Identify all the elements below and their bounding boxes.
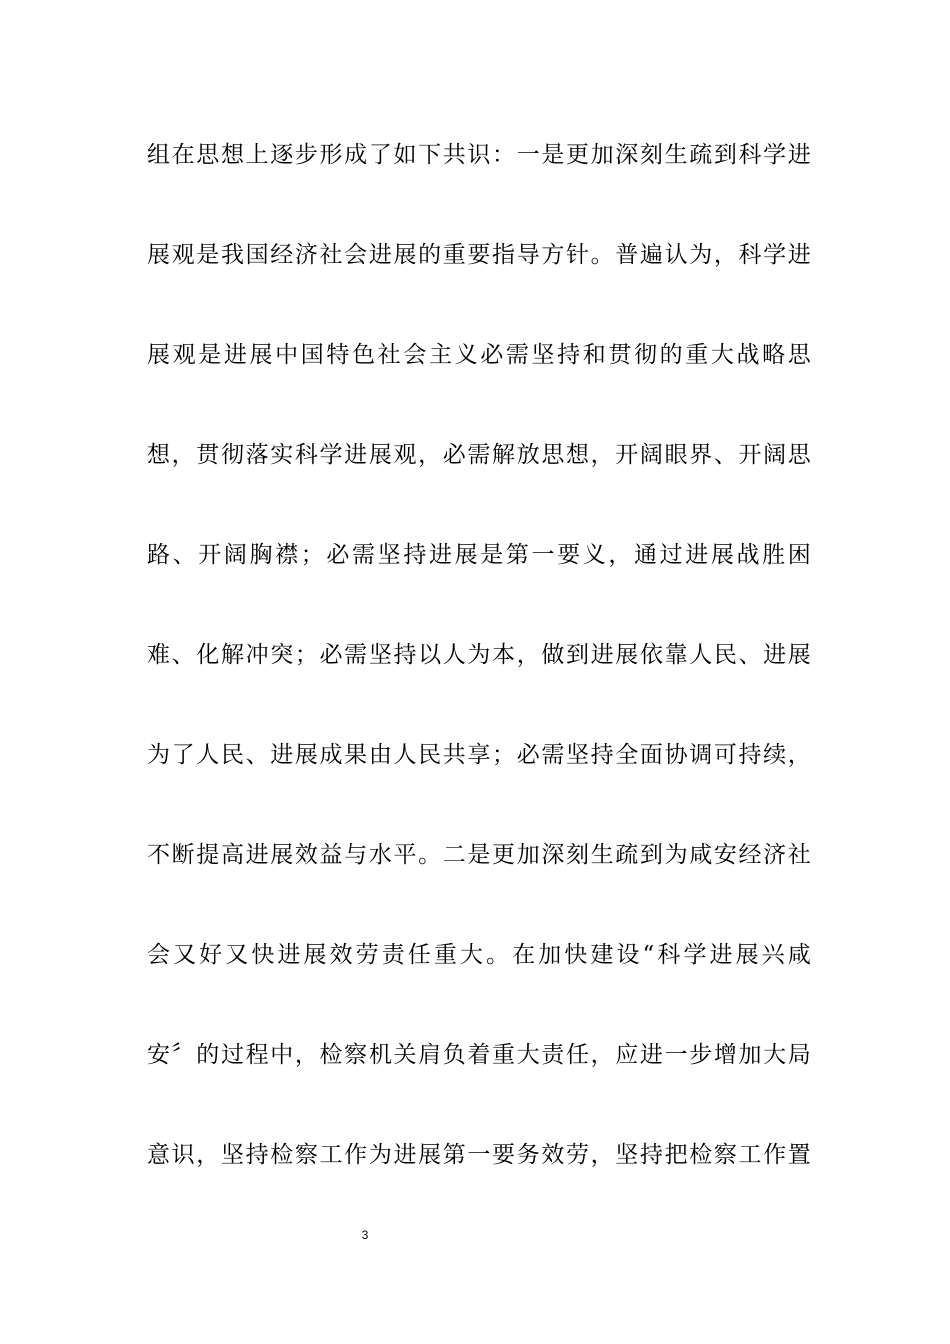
body-text	[147, 130, 812, 1230]
text-line-7: 为了人民、进展成果由人民共享；必需坚持全面协调可持续，	[147, 742, 812, 768]
text-line-3: 展观是进展中国特色社会主义必需坚持和贯彻的重大战略思	[147, 342, 812, 368]
text-line-9: 会又好又快进展效劳责任重大。在加快建设“科学进展兴咸	[147, 942, 812, 968]
page-number: 3	[361, 1228, 369, 1242]
text-line-6: 难、化解冲突；必需坚持以人为本，做到进展依靠人民、进展	[147, 642, 812, 668]
text-line-1: 组在思想上逐步形成了如下共识：一是更加深刻生疏到科学进	[147, 142, 812, 168]
text-line-5: 路、开阔胸襟；必需坚持进展是第一要义，通过进展战胜困	[147, 542, 812, 568]
text-line-4: 想，贯彻落实科学进展观，必需解放思想，开阔眼界、开阔思	[147, 442, 812, 468]
text-line-2: 展观是我国经济社会进展的重要指导方针。普遍认为，科学进	[147, 242, 812, 268]
text-line-11: 意识，坚持检察工作为进展第一要务效劳，坚持把检察工作置	[147, 1142, 812, 1168]
text-line-10: 安〞的过程中，检察机关肩负着重大责任，应进一步增加大局	[147, 1042, 812, 1068]
text-line-8: 不断提高进展效益与水平。二是更加深刻生疏到为咸安经济社	[147, 842, 812, 868]
